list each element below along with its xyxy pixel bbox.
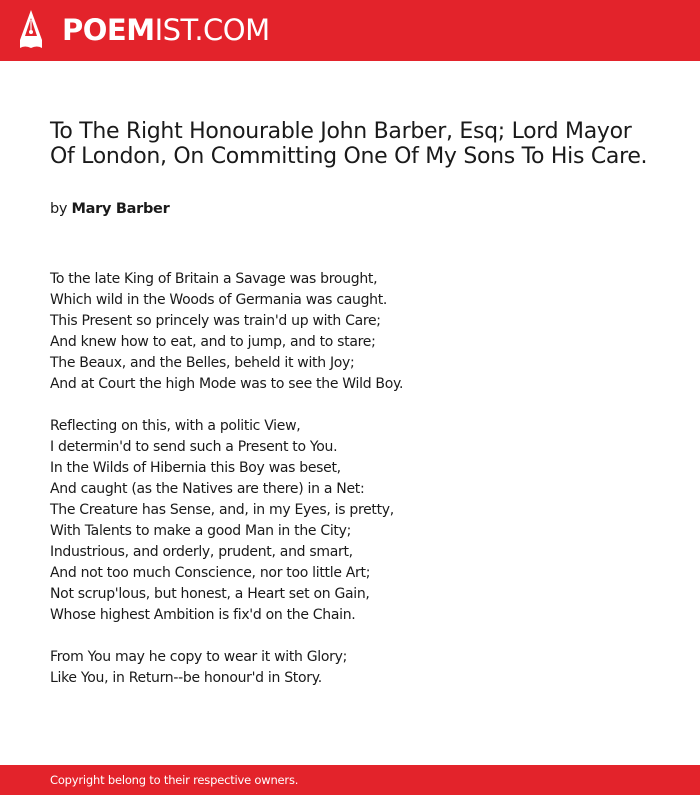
poem-body [50, 269, 650, 710]
poem-line: And not too much Conscience, nor too little Art; [50, 565, 371, 581]
poem-line: Whose highest Ambition is fix'd on the Chain. [50, 607, 356, 623]
poem-line: This Present so princely was train'd up with Care; [50, 313, 381, 329]
poem-line: Which wild in the Woods of Germania was caught. [50, 292, 388, 308]
poem-line: From You may he copy to wear it with Glory; [50, 649, 347, 665]
poem-line: Like You, in Return--be honour'd in Story. [50, 670, 322, 686]
site-logo[interactable] [62, 12, 270, 48]
poem-line: With Talents to make a good Man in the City; [50, 523, 352, 539]
copyright-notice: Copyright belong to their respective owners. [50, 773, 299, 787]
poem-line: Reflecting on this, with a politic View, [50, 418, 301, 434]
poem-line: The Beaux, and the Belles, beheld it with Joy; [50, 355, 355, 371]
poem-title: To The Right Honourable John Barber, Esq; Lord Mayor Of London, On Committing One Of My Sons To His Care. [50, 119, 648, 169]
by-label: by [50, 201, 68, 217]
logo-light-text: IST.COM [154, 13, 270, 47]
byline [50, 199, 169, 219]
site-footer [0, 765, 700, 795]
poem-line: To the late King of Britain a Savage was brought, [50, 271, 378, 287]
poem-line: The Creature has Sense, and, in my Eyes, is pretty, [50, 502, 394, 518]
site-header [0, 0, 700, 61]
poem-line: And knew how to eat, and to jump, and to stare; [50, 334, 376, 350]
poem-line: In the Wilds of Hibernia this Boy was beset, [50, 460, 341, 476]
poem-line: I determin'd to send such a Present to You. [50, 439, 338, 455]
stanza [50, 647, 650, 689]
poem-line: And caught (as the Natives are there) in a Net: [50, 481, 365, 497]
poem-line: And at Court the high Mode was to see the Wild Boy. [50, 376, 404, 392]
logo-bold-text: POEM [62, 13, 155, 47]
poem-line: Not scrup'lous, but honest, a Heart set on Gain, [50, 586, 370, 602]
poem-line: Industrious, and orderly, prudent, and smart, [50, 544, 353, 560]
author-name: Mary Barber [71, 201, 170, 217]
stanza [50, 269, 650, 395]
pen-nib-icon[interactable] [18, 10, 44, 52]
stanza [50, 416, 650, 626]
